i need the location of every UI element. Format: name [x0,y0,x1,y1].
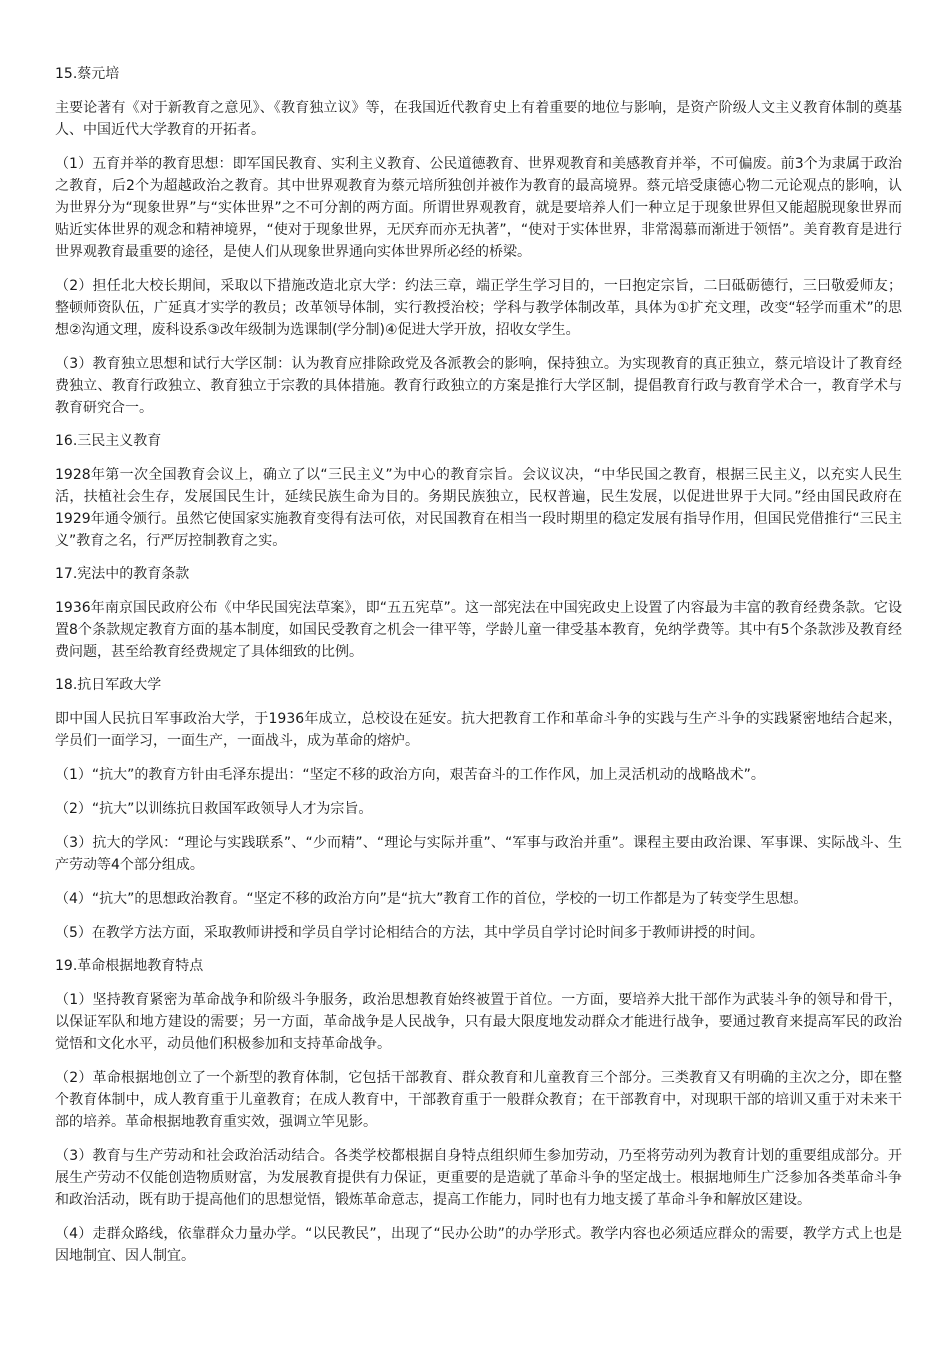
paragraph: （1）“抗大”的教育方针由毛泽东提出：“坚定不移的政治方向，艰苦奋斗的工作作风，加上灵活机动的战略战术”。 [55,767,765,783]
section-constitution-education [55,564,902,663]
section-heading: 16.三民主义教育 [55,433,162,449]
section-heading: 18.抗日军政大学 [55,677,162,693]
paragraph: （2）革命根据地创立了一个新型的教育体制，它包括干部教育、群众教育和儿童教育三个部分。三类教育又有明确的主次之分，即在整个教育体制中，成人教育重于儿童教育；在成人教育中，干部教育重于一般群众教育；在干部教育中，对现职干部的培训又重于对未来干部的培养。革命根据地教育重实效，强调立竿见影。 [55,1070,902,1130]
section-heading: 19.革命根据地教育特点 [55,958,204,974]
paragraph: （5）在教学方法方面，采取教师讲授和学员自学讨论相结合的方法，其中学员自学讨论时间多于教师讲授的时间。 [55,925,764,941]
section-heading: 15.蔡元培 [55,66,120,82]
section-cai-yuanpei [55,64,902,419]
paragraph: 1936年南京国民政府公布《中华民国宪法草案》，即“五五宪草”。这一部宪法在中国宪政史上设置了内容最为丰富的教育经费条款。它设置8个条款规定教育方面的基本制度，如国民受教育之机会一律平等，学龄儿童一律受基本教育，免纳学费等。其中有5个条款涉及教育经费问题，甚至给教育经费规定了具体细致的比例。 [55,600,902,660]
paragraph: （4）“抗大”的思想政治教育。“坚定不移的政治方向”是“抗大”教育工作的首位，学校的一切工作都是为了转变学生思想。 [55,891,808,907]
paragraph: （3）抗大的学风：“理论与实践联系”、“少而精”、“理论与实际并重”、“军事与政治并重”。课程主要由政治课、军事课、实际战斗、生产劳动等4个部分组成。 [55,835,902,873]
section-base-area-education [55,956,902,1267]
paragraph: （2）担任北大校长期间，采取以下措施改造北京大学：约法三章，端正学生学习目的，一曰抱定宗旨，二曰砥砺德行，三曰敬爱师友；整顿师资队伍，广延真才实学的教员；改革领导体制，实行教授治校；学科与教学体制改革，具体为①扩充文理，改变“轻学而重术”的思想②沟通文理，废科设系③改年级制为选课制(学分制)④促进大学开放，招收女学生。 [55,278,902,338]
paragraph: （2）“抗大”以训练抗日救国军政领导人才为宗旨。 [55,801,373,817]
paragraph: （3）教育独立思想和试行大学区制：认为教育应排除政党及各派教会的影响，保持独立。为实现教育的真正独立，蔡元培设计了教育经费独立、教育行政独立、教育独立于宗教的具体措施。教育行政独立的方案是推行大学区制，提倡教育行政与教育学术合一，教育学术与教育研究合一。 [55,356,902,416]
paragraph: （4）走群众路线，依靠群众力量办学。“以民教民”，出现了“民办公助”的办学形式。教学内容也必须适应群众的需要，教学方式上也是因地制宜、因人制宜。 [55,1226,902,1264]
paragraph: （1）坚持教育紧密为革命战争和阶级斗争服务，政治思想教育始终被置于首位。一方面，要培养大批干部作为武装斗争的领导和骨干，以保证军队和地方建设的需要；另一方面，革命战争是人民战争，只有最大限度地发动群众才能进行战争，要通过教育来提高军民的政治觉悟和文化水平，动员他们积极参加和支持革命战争。 [55,992,902,1052]
paragraph: （3）教育与生产劳动和社会政治活动结合。各类学校都根据自身特点组织师生参加劳动，乃至将劳动列为教育计划的重要组成部分。开展生产劳动不仅能创造物质财富，为发展教育提供有力保证，更重要的是造就了革命斗争的坚定战士。根据地师生广泛参加各类革命斗争和政治活动，既有助于提高他们的思想觉悟，锻炼革命意志，提高工作能力，同时也有力地支援了革命斗争和解放区建设。 [55,1148,902,1208]
section-heading: 17.宪法中的教育条款 [55,566,190,582]
paragraph: 主要论著有《对于新教育之意见》、《教育独立议》等，在我国近代教育史上有着重要的地位与影响，是资产阶级人文主义教育体制的奠基人、中国近代大学教育的开拓者。 [55,100,902,138]
paragraph: （1）五育并举的教育思想：即军国民教育、实利主义教育、公民道德教育、世界观教育和美感教育并举，不可偏废。前3个为隶属于政治之教育，后2个为超越政治之教育。其中世界观教育为蔡元培所独创并被作为教育的最高境界。蔡元培受康德心物二元论观点的影响，认为世界分为“现象世界”与“实体世界”之不可分割的两方面。所谓世界观教育，就是要培养人们一种立足于现象世界但又能超脱现象世界而贴近实体世界的观念和精神境界，“使对于现象世界，无厌弃而亦无执著”，“使对于实体世界，非常渴慕而渐进于领悟”。美育教育是进行世界观教育最重要的途径，是使人们从现象世界通向实体世界所必经的桥梁。 [55,156,902,260]
section-three-people-education [55,431,902,552]
paragraph: 即中国人民抗日军事政治大学，于1936年成立，总校设在延安。抗大把教育工作和革命斗争的实践与生产斗争的实践紧密地结合起来，学员们一面学习，一面生产，一面战斗，成为革命的熔炉。 [55,711,902,749]
paragraph: 1928年第一次全国教育会议上，确立了以“三民主义”为中心的教育宗旨。会议议决，“中华民国之教育，根据三民主义，以充实人民生活，扶植社会生存，发展国民生计，延续民族生命为目的。务期民族独立，民权普遍，民生发展，以促进世界于大同。”经由国民政府在1929年通令颁行。虽然它使国家实施教育变得有法可依，对民国教育在相当一段时期里的稳定发展有指导作用，但国民党借推行“三民主义”教育之名，行严厉控制教育之实。 [55,467,902,549]
section-kangda [55,675,902,944]
